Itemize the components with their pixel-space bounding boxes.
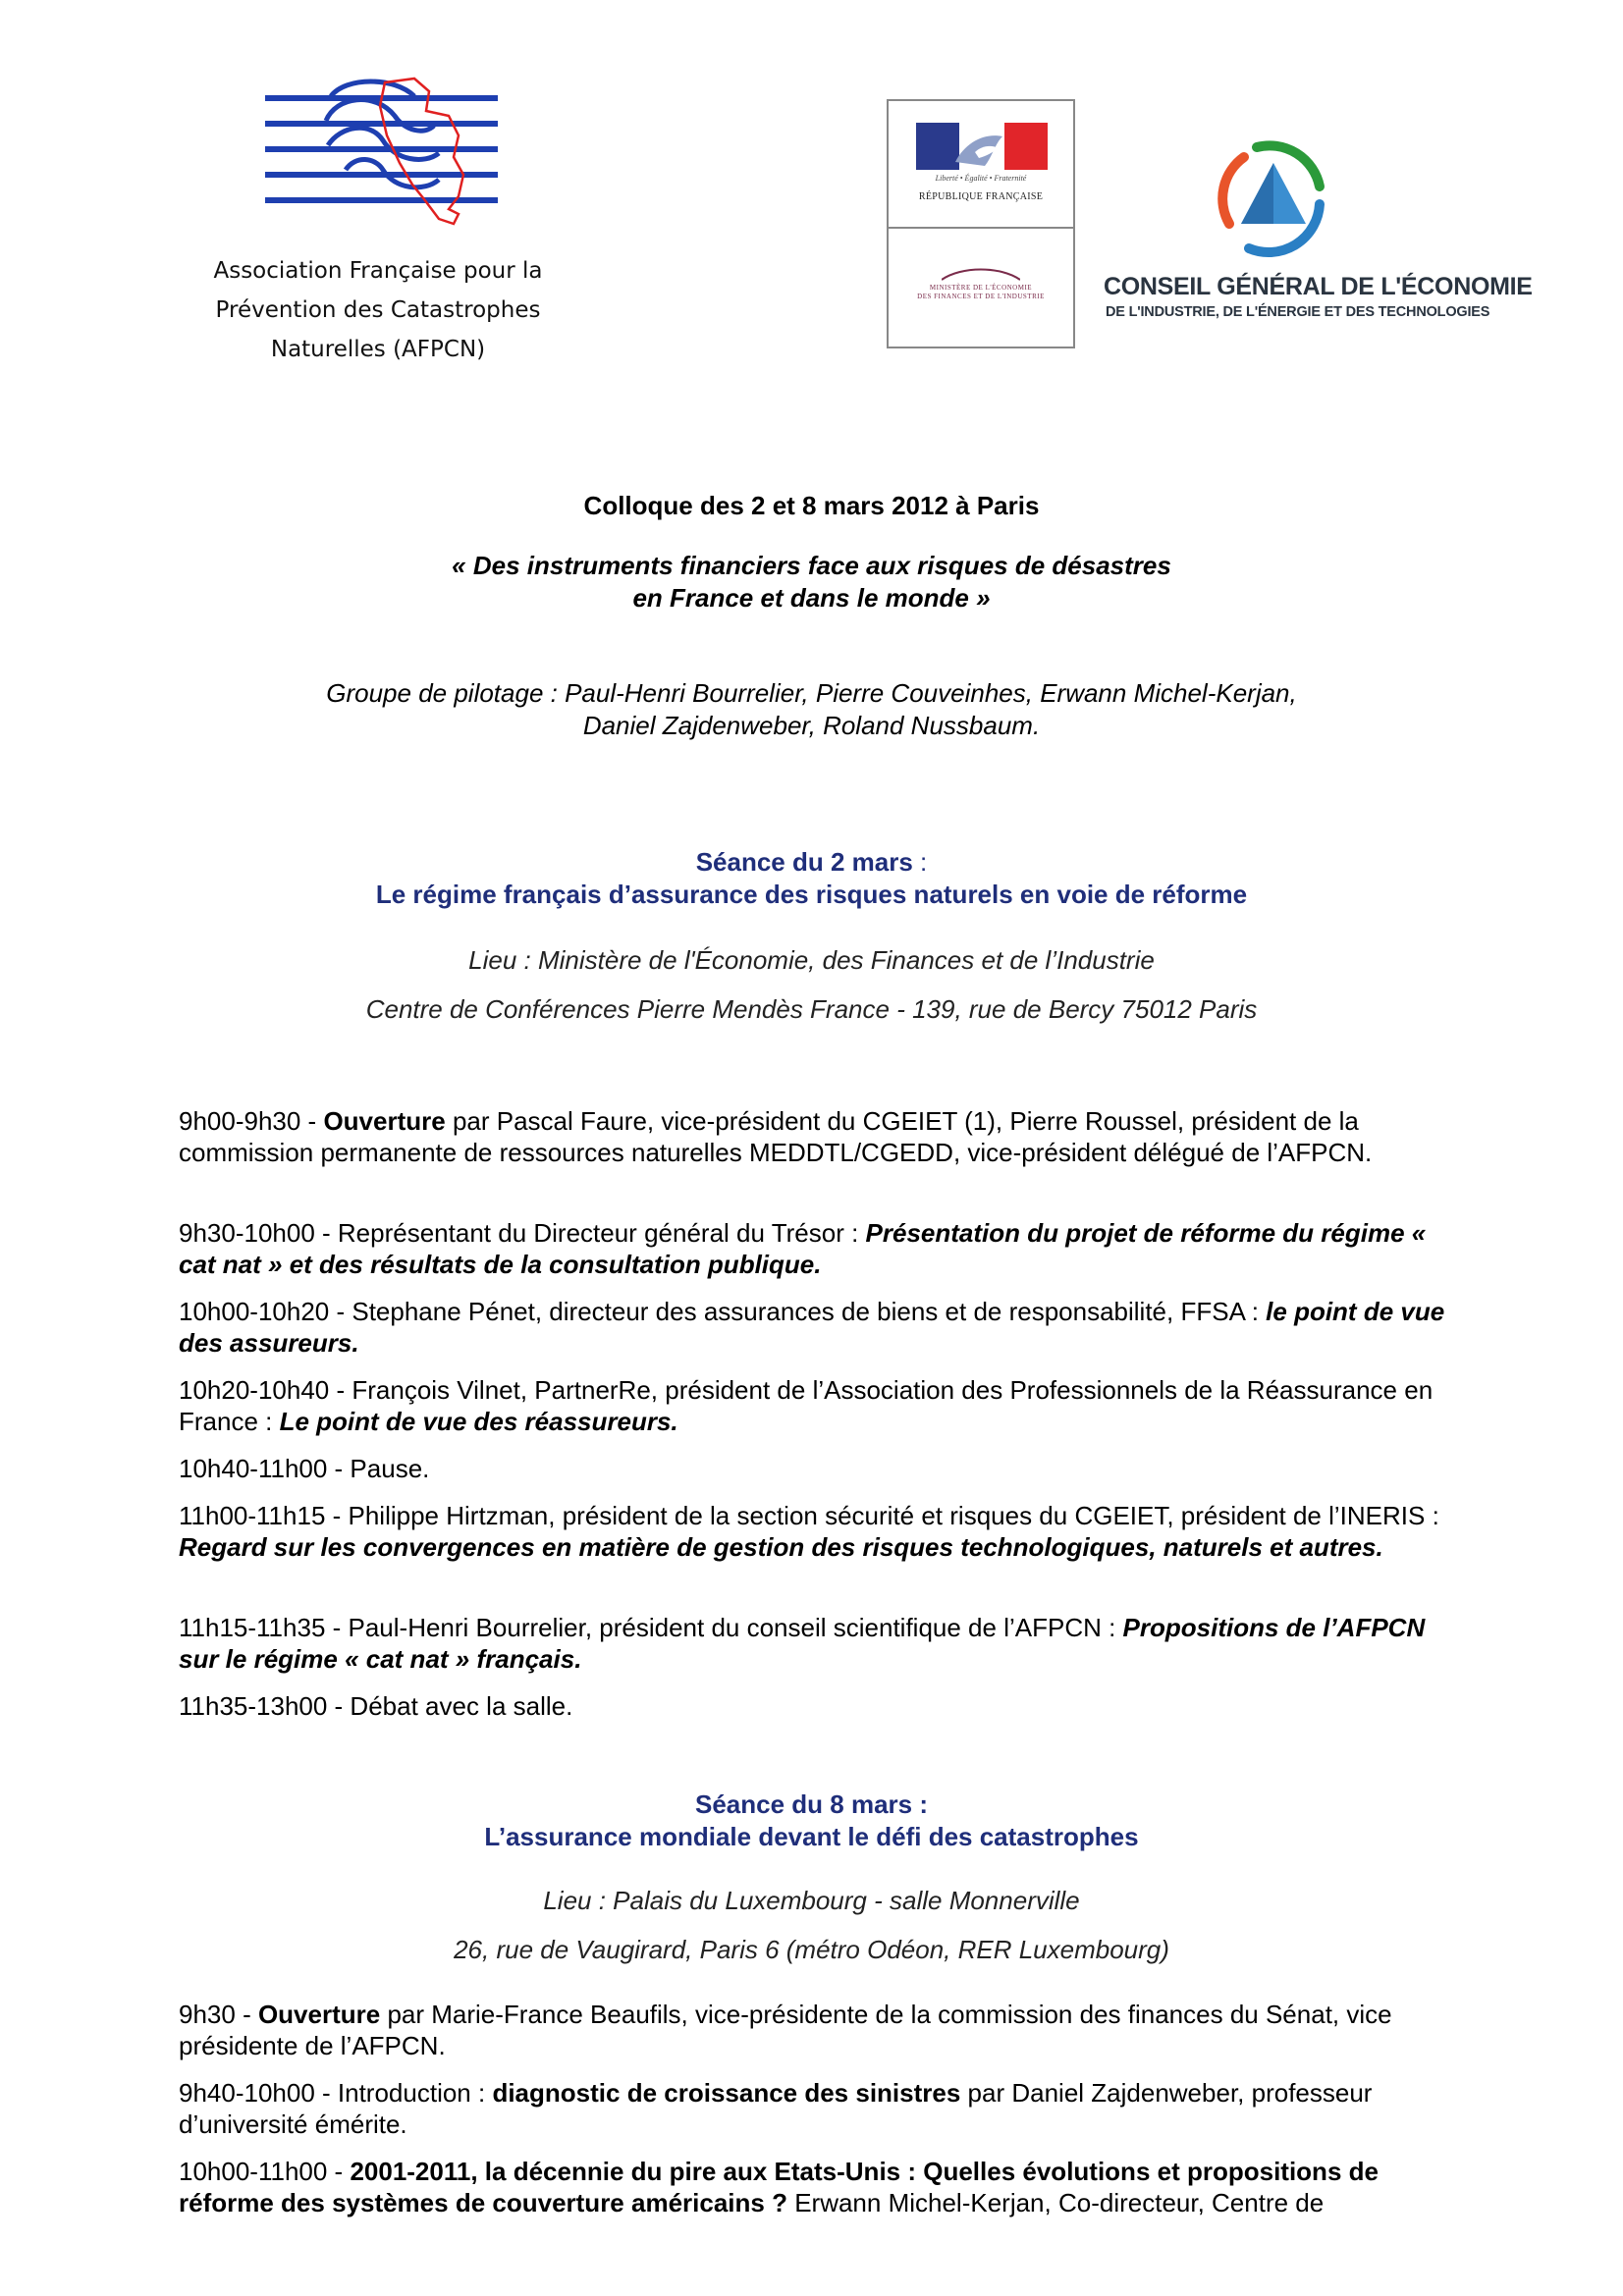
agenda-debate: 11h35-13h00 - Débat avec la salle. [179,1691,573,1721]
marianne-icon [916,123,1048,170]
colloque-subtitle [0,550,1623,614]
afpcn-caption-line: Association Française pour la [213,258,543,284]
agenda-speaker: par Marie-France Beaufils, vice-présidente de la commission des finances du Sénat, vice présidente de l’AFPCN. [179,2000,1392,2060]
subtitle-line: en France et dans le monde » [632,583,991,613]
agenda-topic: 2001-2011, la décennie du pire aux Etats-Unis : Quelles évolutions et propositions de réforme des systèmes de couverture américains ? [179,2157,1379,2217]
agenda-item [179,1500,1455,1563]
agenda-speaker: 9h30-10h00 - Représentant du Directeur général du Trésor : [179,1218,866,1248]
republic-motto: Liberté • Égalité • Fraternité [935,174,1027,183]
afpcn-caption [157,251,599,369]
agenda-speaker: 11h00-11h15 - Philippe Hirtzman, président de la section sécurité et risques du CGEIET, président de l’INERIS : [179,1501,1439,1530]
agenda-time: 9h30 - [179,2000,258,2029]
agenda-item [179,2156,1455,2218]
session1-subtitle: Le régime français d’assurance des risques naturels en voie de réforme [375,880,1248,909]
session1-address: Centre de Conférences Pierre Mendès France - 139, rue de Bercy 75012 Paris [365,994,1258,1024]
agenda-item [179,1105,1455,1168]
agenda-speaker: 10h20-10h40 - François Vilnet, PartnerRe, président de l’Association des Professionnels de la Réassurance en France : [179,1375,1434,1436]
agenda-item [179,2077,1455,2140]
agenda-topic: Regard sur les convergences en matière de gestion des risques technologiques, naturels et autres. [179,1532,1383,1562]
agenda-speaker: 11h15-11h35 - Paul-Henri Bourrelier, président du conseil scientifique de l’AFPCN : [179,1613,1123,1642]
agenda-time: 10h00-11h00 - [179,2157,351,2186]
agenda-speaker: Erwann Michel-Kerjan, Co-directeur, Centre de [786,2188,1325,2217]
cgeiet-title: CONSEIL GÉNÉRAL DE L'ÉCONOMIE [1104,273,1533,300]
agenda-break: 10h40-11h00 - Pause. [179,1454,430,1483]
subtitle-line: « Des instruments financiers face aux risques de désastres [452,551,1171,580]
cgeiet-logo-icon [1210,135,1337,263]
agenda-topic: Propositions de l’AFPCN sur le régime « cat nat » français. [179,1613,1426,1674]
agenda-topic: diagnostic de croissance des sinistres [492,2078,961,2108]
session2-venue: Lieu : Palais du Luxembourg - salle Monnerville [543,1886,1080,1915]
pilotage-line: Groupe de pilotage : Paul-Henri Bourrelier, Pierre Couveinhes, Erwann Michel-Kerjan, [326,678,1297,708]
page-title: Colloque des 2 et 8 mars 2012 à Paris [583,491,1040,520]
session2-title: Séance du 8 mars : [695,1789,928,1819]
agenda-speaker: par Daniel Zajdenweber, professeur d’université émérite. [179,2078,1373,2139]
agenda-item [179,1217,1455,1280]
divider [889,227,1073,229]
ministry-name-line: MINISTÈRE DE L'ÉCONOMIE [929,284,1033,292]
ministry-name-line: DES FINANCES ET DE L'INDUSTRIE [917,293,1045,300]
agenda-speaker: 10h00-10h20 - Stephane Pénet, directeur des assurances de biens et de responsabilité, FFSA : [179,1297,1267,1326]
agenda-topic: le point de vue des assureurs. [179,1297,1445,1358]
agenda-item [179,1690,1455,1722]
ministry-name [898,284,1063,301]
session1-venue: Lieu : Ministère de l'Économie, des Finances et de l’Industrie [468,945,1155,975]
afpcn-caption-line: Naturelles (AFPCN) [270,337,486,362]
agenda-topic: Ouverture [257,2000,381,2029]
agenda-topic: Présentation du projet de réforme du régime « cat nat » et des résultats de la consultation publique. [179,1218,1427,1279]
agenda-topic: Ouverture [323,1106,446,1136]
agenda-item [179,1999,1455,2061]
agenda-topic: Le point de vue des réassureurs. [279,1407,678,1436]
agenda-time: 9h00-9h30 - [179,1106,324,1136]
afpcn-logo [257,77,503,234]
pilotage-group [0,677,1623,742]
pilotage-line: Daniel Zajdenweber, Roland Nussbaum. [582,711,1041,740]
republique-francaise-logo [887,99,1075,348]
afpcn-caption-line: Prévention des Catastrophes [215,297,541,323]
session1-title: Séance du 2 mars [695,847,913,877]
agenda-item [179,1374,1455,1437]
session2-heading [0,1789,1623,1853]
session2-subtitle: L’assurance mondiale devant le défi des catastrophes [484,1822,1139,1851]
agenda-item [179,1612,1455,1675]
republic-name: RÉPUBLIQUE FRANÇAISE [918,191,1044,202]
session1-heading [0,846,1623,911]
ministry-emblem-icon [942,266,1020,282]
agenda-item [179,1453,1455,1484]
cgeiet-subtitle: DE L'INDUSTRIE, DE L'ÉNERGIE ET DES TECHNOLOGIES [1106,304,1490,320]
agenda-speaker: par Pascal Faure, vice-président du CGEIET (1), Pierre Roussel, président de la commission permanente de ressources naturelles MEDDTL/CGEDD, vice-président délégué de l’AFPCN. [179,1106,1373,1167]
session2-address: 26, rue de Vaugirard, Paris 6 (métro Odéon, RER Luxembourg) [454,1935,1169,1964]
session1-title-colon: : [912,847,928,877]
agenda-item [179,1296,1455,1359]
agenda-time: 9h40-10h00 - Introduction : [179,2078,493,2108]
